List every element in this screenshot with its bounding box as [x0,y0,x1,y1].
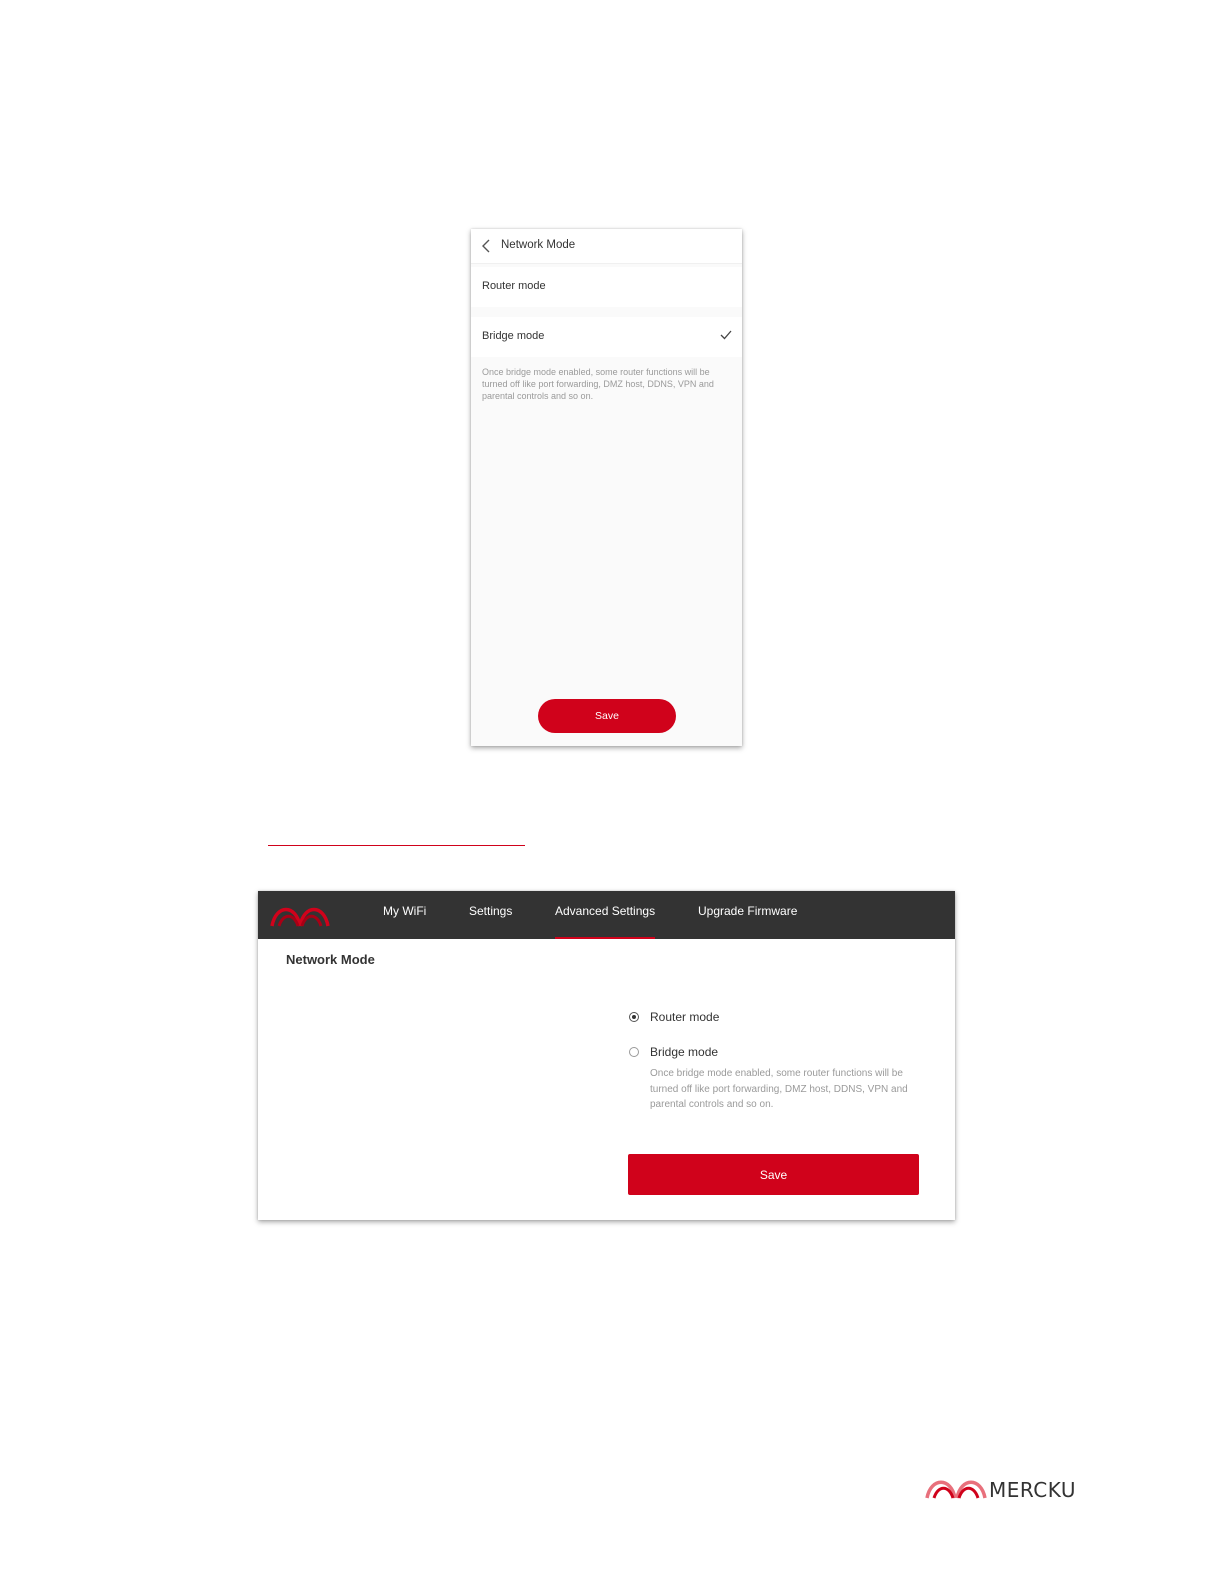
radio-router-mode[interactable] [629,1012,639,1022]
web-save-button[interactable]: Save [628,1154,919,1195]
mobile-header [471,229,742,264]
mobile-page-title: Network Mode [501,239,576,251]
mobile-bridge-mode-note: Once bridge mode enabled, some router functions will be turned off like port forwarding, DMZ host, DDNS, VPN and parental controls and so on. [482,367,714,401]
checkmark-icon [720,330,732,340]
radio-label-router-mode[interactable]: Router mode [650,1010,720,1024]
web-bridge-mode-note: Once bridge mode enabled, some router functions will be turned off like port forwarding, DMZ host, DDNS, VPN and parental controls and so on. [650,1068,908,1110]
radio-bridge-mode[interactable] [629,1047,639,1057]
web-network-mode-screen [258,891,955,1220]
mobile-option-label: Bridge mode [482,330,545,342]
web-page-title: Network Mode [286,952,375,967]
radio-label-bridge-mode[interactable]: Bridge mode [650,1045,719,1059]
mobile-network-mode-screen [471,229,742,746]
brand-wordmark: MERCKU [989,1478,1076,1502]
nav-item-upgrade-firmware[interactable]: Upgrade Firmware [698,904,798,918]
mobile-option-label: Router mode [482,280,546,292]
section-divider [268,845,525,846]
mercku-brand-logo-icon [924,1474,988,1500]
mobile-option-bridge-mode[interactable] [471,317,742,357]
nav-item-my-wifi[interactable]: My WiFi [383,904,427,918]
chevron-left-icon[interactable] [481,238,491,254]
mobile-option-router-mode[interactable] [471,267,742,307]
web-top-nav [258,891,955,939]
nav-item-advanced-settings[interactable]: Advanced Settings [555,891,655,939]
mercku-logo-icon[interactable] [268,900,332,932]
nav-item-settings[interactable]: Settings [469,904,513,918]
mobile-save-button[interactable]: Save [538,699,676,733]
